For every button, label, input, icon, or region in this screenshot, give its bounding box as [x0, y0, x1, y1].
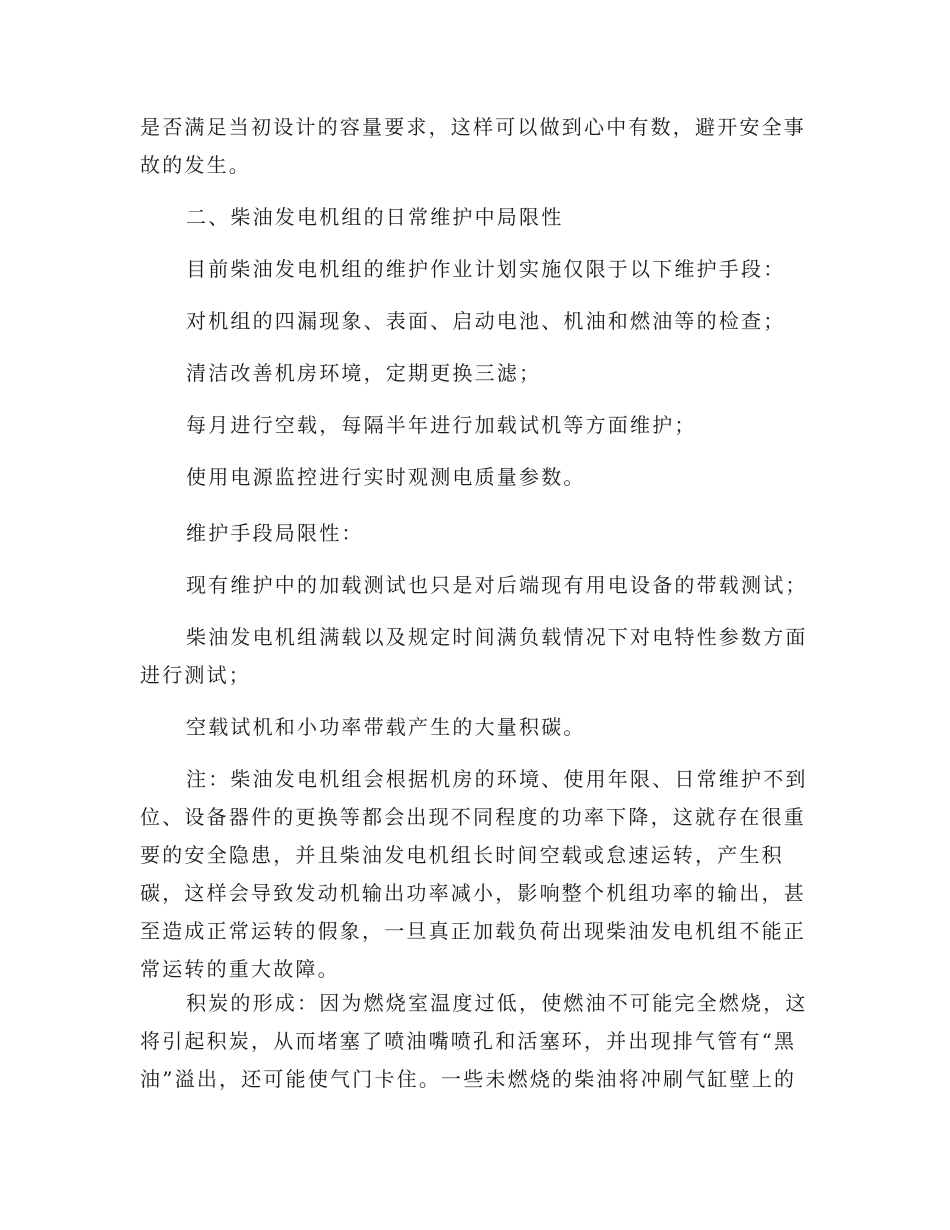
- paragraph-limitations-title: 维护手段局限性：: [186, 521, 364, 545]
- paragraph-capacity: [140, 108, 806, 184]
- section-heading: 二、柴油发电机组的日常维护中局限性: [186, 205, 564, 229]
- text-line: 柴油发电机组满载以及规定时间满负载情况下对电特性参数方面: [186, 625, 808, 649]
- text-line: 碳，这样会导致发动机输出功率减小，影响整个机组功率的输出，甚: [140, 881, 806, 905]
- text-line: 积炭的形成：因为燃烧室温度过低，使燃油不可能完全燃烧，这: [186, 991, 808, 1015]
- text-line: 是否满足当初设计的容量要求，这样可以做到心中有数，避开安全事: [140, 115, 806, 139]
- paragraph-note: [140, 760, 808, 988]
- text-line: 要的安全隐患，并且柴油发电机组长时间空载或怠速运转，产生积: [140, 843, 784, 867]
- paragraph-inspection: 对机组的四漏现象、表面、启动电池、机油和燃油等的检查；: [186, 309, 786, 333]
- text-line: 将引起积炭，从而堵塞了喷油嘴喷孔和活塞环，并出现排气管有“黑: [140, 1029, 797, 1053]
- paragraph-monthly: 每月进行空载，每隔半年进行加载试机等方面维护；: [186, 413, 697, 437]
- text-line: 进行测试；: [140, 663, 251, 687]
- text-line: 油”溢出，还可能使气门卡住。一些未燃烧的柴油将冲刷气缸壁上的: [140, 1067, 797, 1091]
- paragraph-carbon: 空载试机和小功率带载产生的大量积碳。: [186, 715, 586, 739]
- text-line: 常运转的重大故障。: [140, 957, 340, 981]
- paragraph-maintenance-plan: 目前柴油发电机组的维护作业计划实施仅限于以下维护手段：: [186, 257, 786, 281]
- paragraph-carbon-formation: [140, 984, 808, 1098]
- paragraph-monitoring: 使用电源监控进行实时观测电质量参数。: [186, 465, 586, 489]
- text-line: 至造成正常运转的假象，一旦真正加载负荷出现柴油发电机组不能正: [140, 919, 806, 943]
- text-line: 故的发生。: [140, 153, 251, 177]
- paragraph-cleaning: 清洁改善机房环境，定期更换三滤；: [186, 361, 542, 385]
- paragraph-full-load: [140, 618, 808, 694]
- text-line: 位、设备器件的更换等都会出现不同程度的功率下降，这就存在很重: [140, 805, 806, 829]
- paragraph-load-test: 现有维护中的加载测试也只是对后端现有用电设备的带载测试；: [186, 573, 808, 597]
- text-line: 注：柴油发电机组会根据机房的环境、使用年限、日常维护不到: [186, 767, 808, 791]
